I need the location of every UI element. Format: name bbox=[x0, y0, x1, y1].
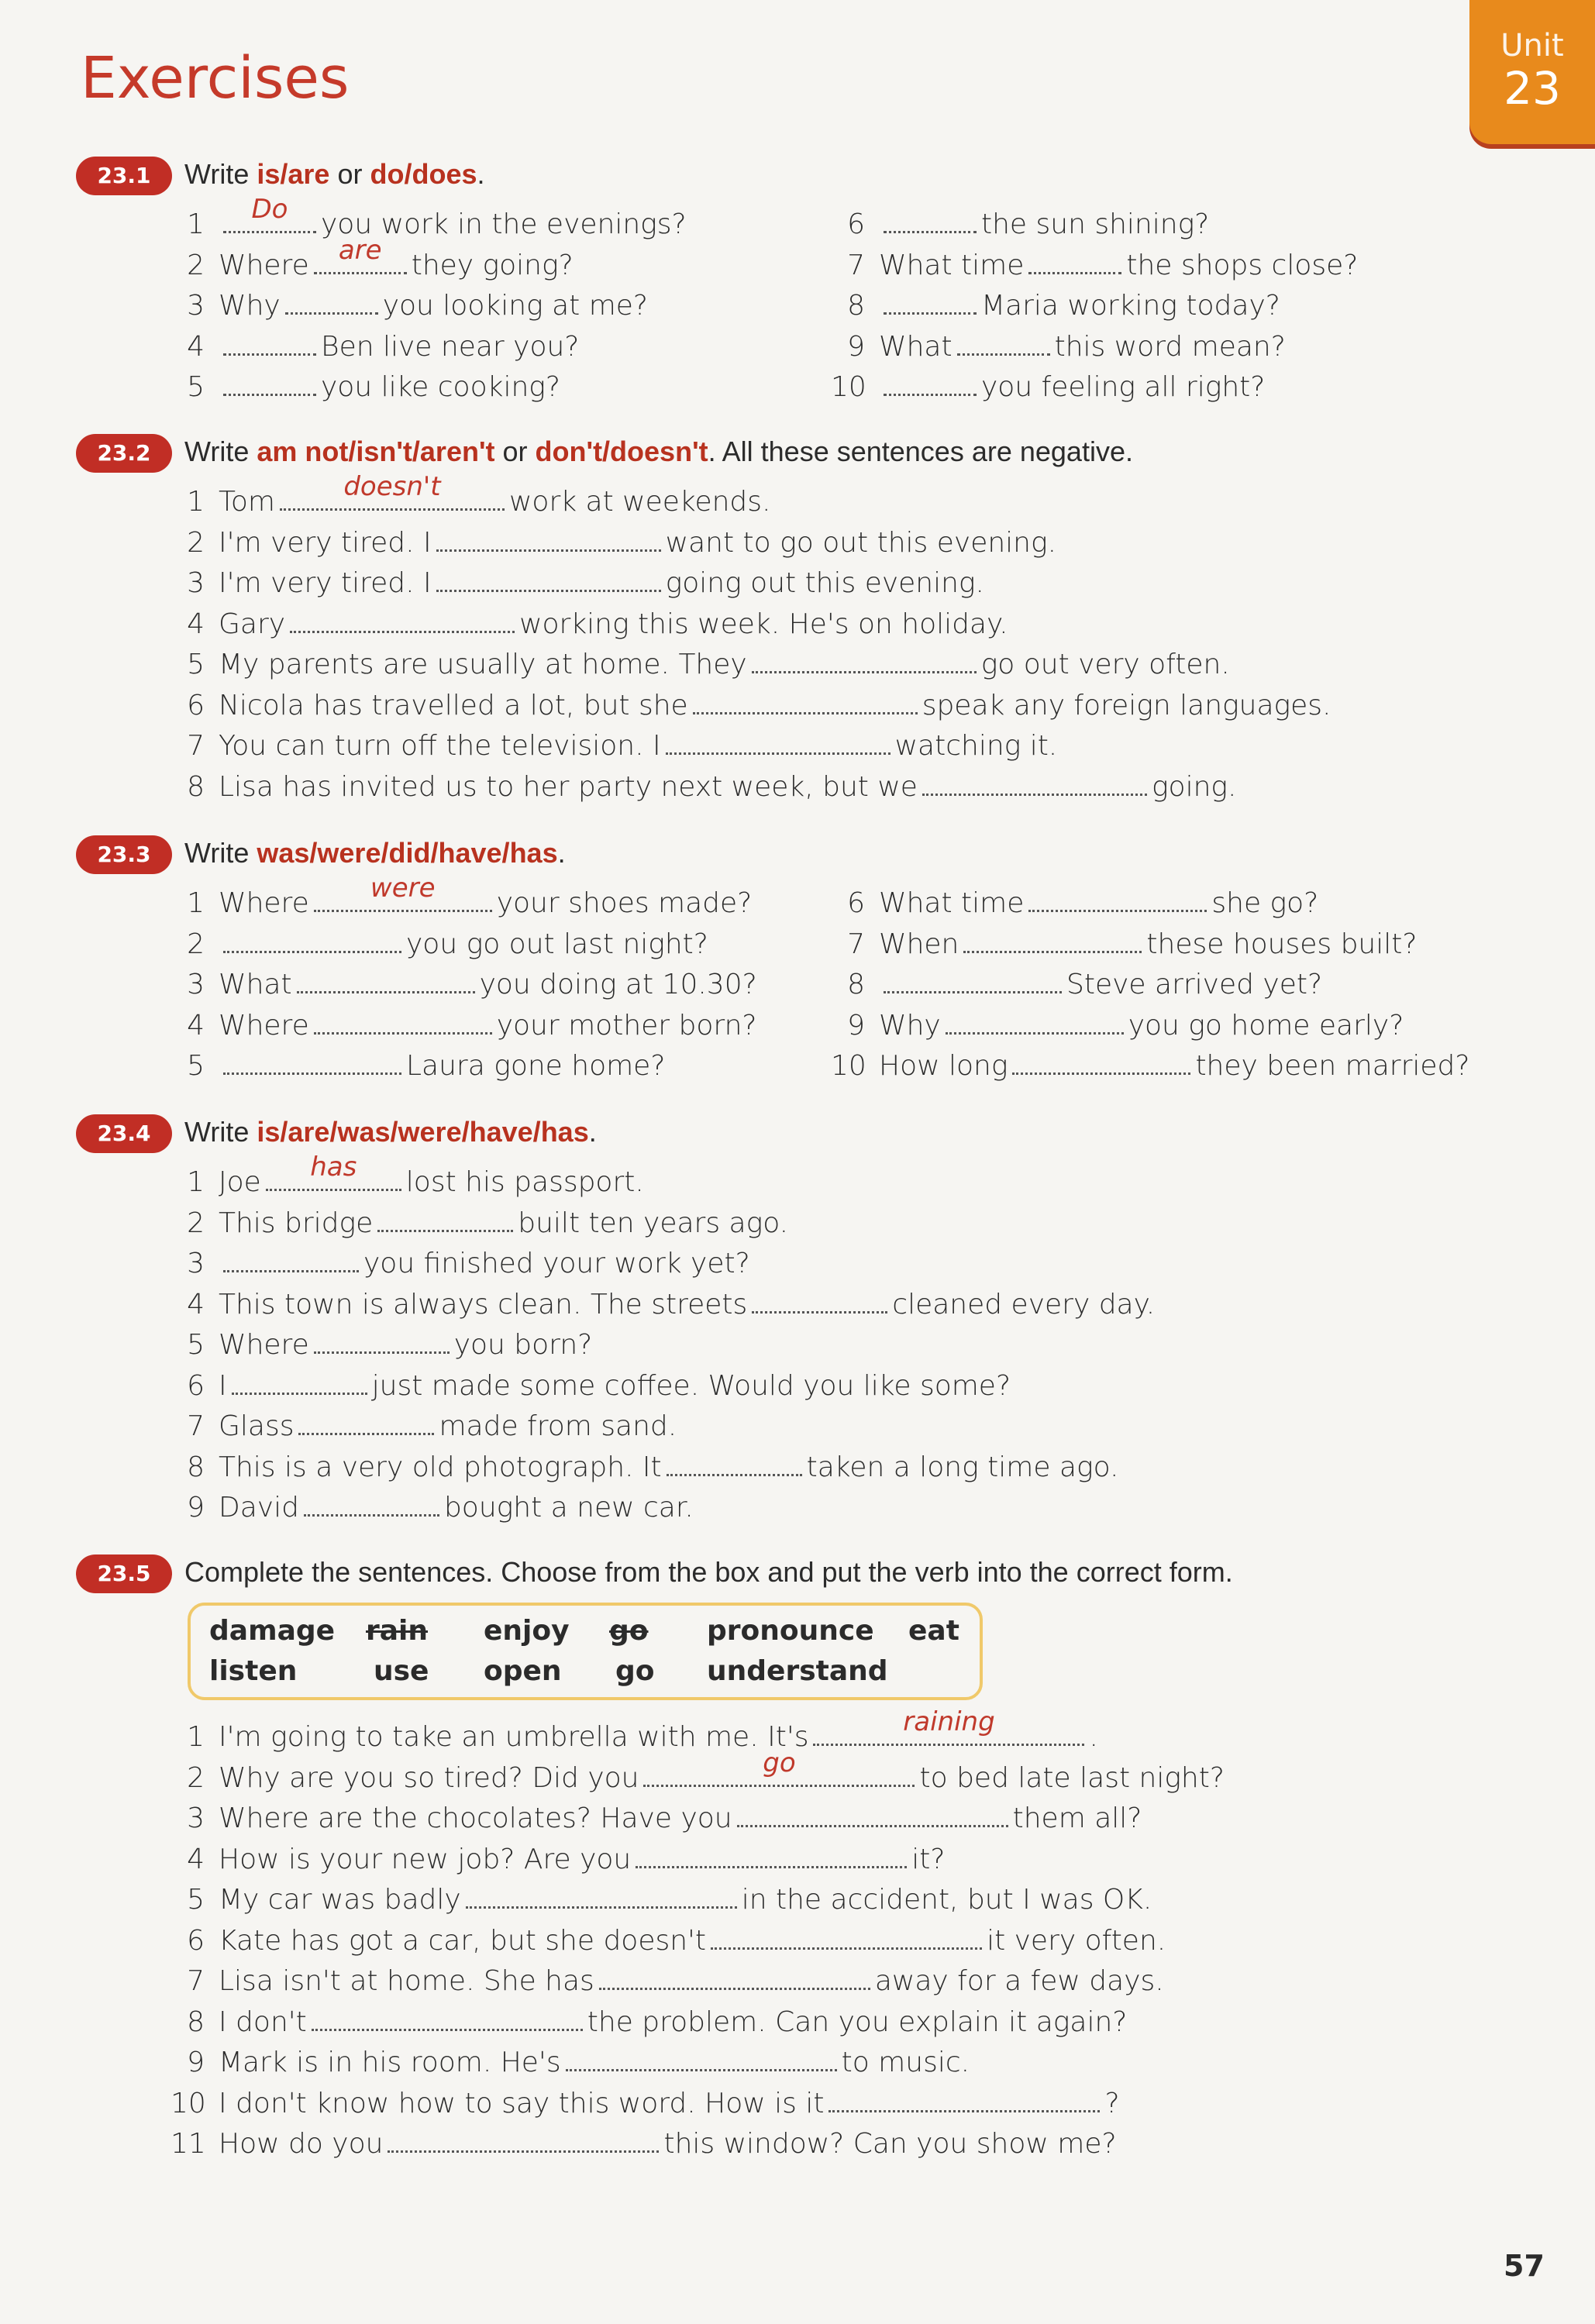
example-answer: are bbox=[338, 234, 382, 266]
box-word: use bbox=[374, 1655, 429, 1687]
item-number: 8 bbox=[187, 2006, 205, 2038]
example-answer: raining bbox=[903, 1706, 995, 1737]
item-text-after: Ben live near you? bbox=[321, 330, 580, 363]
item-text-after: you go home early? bbox=[1128, 1009, 1404, 1041]
item-text-before: I bbox=[219, 1369, 227, 1402]
item-number: 10 bbox=[831, 1050, 866, 1082]
answer-blank[interactable] bbox=[223, 194, 316, 233]
item-text-before: I'm very tired. I bbox=[219, 567, 432, 599]
exercise-instruction: Complete the sentences. Choose from the box and put the verb into the correct form. bbox=[184, 1556, 1233, 1588]
item-number: 4 bbox=[187, 330, 205, 363]
item-number: 2 bbox=[187, 1207, 205, 1239]
exercise-item bbox=[831, 244, 1358, 286]
item-number: 9 bbox=[187, 2047, 205, 2078]
item-number: 4 bbox=[187, 1843, 205, 1875]
exercise-item bbox=[171, 366, 560, 408]
item-number: 11 bbox=[171, 2128, 206, 2160]
answer-blank[interactable] bbox=[957, 325, 1050, 356]
item-number: 2 bbox=[187, 928, 205, 960]
exercise-instruction: Write was/were/did/have/has. bbox=[184, 837, 566, 869]
item-text-after: work at weekends. bbox=[508, 486, 771, 518]
answer-blank[interactable] bbox=[1012, 1045, 1190, 1075]
exercise-item bbox=[171, 194, 687, 245]
exercise-item bbox=[171, 1045, 665, 1086]
item-text-before: What time bbox=[879, 249, 1025, 281]
answer-blank[interactable] bbox=[693, 684, 918, 714]
exercise-instruction: Write is/are or do/does. bbox=[184, 158, 485, 190]
item-number: 6 bbox=[187, 1369, 205, 1402]
answer-blank[interactable] bbox=[314, 1324, 450, 1354]
item-text-before: This town is always clean. The streets bbox=[219, 1288, 748, 1320]
answer-blank[interactable] bbox=[666, 725, 891, 755]
item-number: 4 bbox=[187, 608, 205, 640]
item-text-after: they been married? bbox=[1195, 1050, 1470, 1082]
item-number: 9 bbox=[847, 1009, 865, 1041]
answer-blank[interactable] bbox=[963, 923, 1142, 953]
exercise-item bbox=[171, 1878, 1152, 1920]
word-box-wrap bbox=[0, 1603, 1595, 1703]
item-number: 7 bbox=[187, 730, 205, 762]
answer-blank[interactable] bbox=[388, 2123, 659, 2153]
answer-blank[interactable] bbox=[752, 1283, 887, 1313]
item-text-after: built ten years ago. bbox=[518, 1207, 789, 1239]
item-text-before: Lisa has invited us to her party next week, but we bbox=[219, 770, 918, 803]
item-text-after: these houses built? bbox=[1146, 928, 1418, 960]
item-text-before: How long bbox=[879, 1050, 1008, 1082]
item-text-after: going out this evening. bbox=[665, 567, 984, 599]
exercise-item bbox=[831, 882, 1318, 924]
item-number: 6 bbox=[847, 887, 865, 919]
item-number: 1 bbox=[187, 1166, 205, 1198]
item-number: 3 bbox=[187, 969, 205, 1000]
item-text-before: I don't know how to say this word. How is it bbox=[219, 2087, 825, 2119]
answer-blank[interactable] bbox=[946, 1004, 1124, 1035]
exercise-item bbox=[171, 1405, 677, 1447]
item-text-before: Kate has got a car, but she doesn't bbox=[219, 1924, 707, 1957]
item-text-after: she go? bbox=[1211, 887, 1319, 919]
item-number: 6 bbox=[187, 689, 205, 721]
item-text-after: cleaned every day. bbox=[892, 1288, 1156, 1320]
item-text-before: This bridge bbox=[219, 1207, 374, 1239]
exercise-item bbox=[171, 325, 579, 367]
item-number: 7 bbox=[847, 249, 865, 281]
item-text-after: watching it. bbox=[894, 730, 1058, 762]
item-text-before: Gary bbox=[219, 608, 286, 640]
item-number: 5 bbox=[187, 649, 205, 680]
item-number: 7 bbox=[847, 928, 865, 960]
answer-blank[interactable] bbox=[223, 366, 316, 396]
answer-blank[interactable] bbox=[636, 1838, 907, 1868]
answer-blank[interactable] bbox=[304, 1486, 439, 1517]
item-text-before: Why bbox=[879, 1009, 941, 1041]
exercise-item bbox=[171, 963, 757, 1005]
example-answer: go bbox=[763, 1747, 796, 1778]
item-text-before: I don't bbox=[219, 2006, 307, 2038]
example-answer: Do bbox=[251, 194, 288, 225]
item-text-after: you like cooking? bbox=[321, 371, 560, 403]
item-text-after: them all? bbox=[1012, 1802, 1142, 1834]
example-answer: doesn't bbox=[343, 471, 441, 502]
box-word: go bbox=[615, 1655, 655, 1687]
item-text-after: this word mean? bbox=[1054, 330, 1286, 363]
item-text-after: the sun shining? bbox=[981, 208, 1210, 240]
unit-number: 23 bbox=[1504, 62, 1561, 115]
exercise-item bbox=[831, 325, 1286, 367]
exercise-badge: 23.2 bbox=[76, 434, 172, 473]
item-number: 4 bbox=[187, 1009, 205, 1041]
exercise-item bbox=[171, 2041, 970, 2083]
item-text-after: just made some coffee. Would you like some? bbox=[371, 1369, 1011, 1402]
exercise-item bbox=[171, 1747, 1225, 1799]
answer-blank[interactable] bbox=[223, 1242, 359, 1272]
answer-blank[interactable] bbox=[312, 2001, 583, 2031]
item-text-before: Glass bbox=[219, 1410, 295, 1442]
item-text-before: Where bbox=[219, 1329, 309, 1361]
item-text-after: you looking at me? bbox=[382, 290, 649, 322]
item-text-after: it very often. bbox=[987, 1924, 1166, 1957]
item-number: 3 bbox=[187, 1248, 205, 1279]
exercise-item bbox=[171, 1838, 945, 1880]
exercise-item bbox=[171, 923, 708, 965]
answer-blank[interactable] bbox=[223, 923, 401, 953]
exercise-item bbox=[171, 1324, 592, 1365]
item-text-after: taken a long time ago. bbox=[806, 1451, 1119, 1483]
box-word: pronounce bbox=[707, 1615, 874, 1647]
item-text-before: Mark is in his room. He's bbox=[219, 2047, 561, 2078]
answer-blank[interactable] bbox=[737, 1797, 1008, 1827]
answer-blank[interactable] bbox=[232, 1365, 367, 1395]
item-number: 3 bbox=[187, 567, 205, 599]
exercise-item bbox=[831, 963, 1322, 1005]
item-text-after: Maria working today? bbox=[981, 290, 1280, 322]
item-text-before: What bbox=[219, 969, 292, 1000]
item-text-after: you work in the evenings? bbox=[321, 208, 687, 240]
exercise-item bbox=[171, 2123, 1117, 2164]
item-text-after: your shoes made? bbox=[496, 887, 753, 919]
exercise-badge: 23.5 bbox=[76, 1554, 172, 1593]
exercise-item bbox=[171, 603, 1008, 645]
item-number: 2 bbox=[187, 249, 205, 281]
item-text-before: You can turn off the television. I bbox=[219, 730, 661, 762]
item-text-after: in the accident, but I was OK. bbox=[741, 1884, 1152, 1916]
answer-blank[interactable] bbox=[884, 366, 977, 396]
exercise-item bbox=[171, 2001, 1127, 2043]
exercise-item bbox=[171, 284, 648, 326]
item-text-after: to bed late last night? bbox=[919, 1761, 1225, 1794]
exercise-item bbox=[831, 203, 1209, 245]
exercise-item bbox=[171, 1797, 1142, 1839]
item-number: 10 bbox=[171, 2087, 206, 2119]
answer-blank[interactable] bbox=[884, 284, 977, 315]
exercise-badge: 23.3 bbox=[76, 835, 172, 874]
item-text-before: Where bbox=[219, 1009, 309, 1041]
exercise-item bbox=[171, 1283, 1155, 1325]
item-text-after: made from sand. bbox=[439, 1410, 677, 1442]
answer-blank[interactable] bbox=[266, 1152, 401, 1191]
exercise-instruction: Write is/are/was/were/have/has. bbox=[184, 1116, 597, 1148]
exercise-item bbox=[171, 1202, 788, 1244]
exercise-badge: 23.4 bbox=[76, 1114, 172, 1153]
item-text-after: bought a new car. bbox=[443, 1492, 694, 1524]
answer-blank[interactable] bbox=[466, 1878, 737, 1909]
box-word: eat bbox=[908, 1615, 959, 1647]
item-text-after: your mother born? bbox=[496, 1009, 757, 1041]
item-text-before: I'm going to take an umbrella with me. It's bbox=[219, 1721, 809, 1753]
answer-blank[interactable] bbox=[436, 562, 661, 592]
item-text-after: Laura gone home? bbox=[406, 1050, 666, 1082]
item-number: 8 bbox=[187, 1451, 205, 1483]
exercise-item bbox=[831, 366, 1265, 408]
item-text-before: Why are you so tired? Did you bbox=[219, 1761, 639, 1794]
example-answer: were bbox=[370, 873, 436, 904]
item-text-after: . bbox=[1089, 1721, 1098, 1753]
exercise-item bbox=[171, 1365, 1011, 1406]
item-number: 10 bbox=[831, 371, 866, 403]
example-answer: has bbox=[310, 1152, 357, 1183]
item-number: 2 bbox=[187, 1761, 205, 1794]
item-number: 3 bbox=[187, 1802, 205, 1834]
item-number: 5 bbox=[187, 1884, 205, 1916]
item-number: 9 bbox=[187, 1492, 205, 1524]
answer-blank[interactable] bbox=[290, 603, 515, 633]
item-text-before: Why bbox=[219, 290, 281, 322]
answer-blank[interactable] bbox=[884, 963, 1062, 993]
answer-blank[interactable] bbox=[223, 1045, 401, 1075]
item-text-before: I'm very tired. I bbox=[219, 526, 432, 559]
item-number: 1 bbox=[187, 486, 205, 518]
answer-blank[interactable] bbox=[1028, 244, 1121, 274]
box-word: understand bbox=[707, 1655, 888, 1687]
item-number: 7 bbox=[187, 1965, 205, 1997]
exercise-item bbox=[171, 1242, 750, 1284]
item-text-before: What time bbox=[879, 887, 1025, 919]
page-number: 57 bbox=[1504, 2249, 1545, 2283]
item-number: 1 bbox=[187, 887, 205, 919]
exercise-item bbox=[171, 1960, 1164, 2002]
exercise-item bbox=[171, 1919, 1166, 1961]
item-text-after: want to go out this evening. bbox=[665, 526, 1057, 559]
item-number: 5 bbox=[187, 1329, 205, 1361]
answer-blank[interactable] bbox=[314, 873, 492, 912]
item-number: 1 bbox=[187, 1721, 205, 1753]
answer-blank[interactable] bbox=[813, 1706, 1084, 1746]
item-number: 9 bbox=[847, 330, 865, 363]
exercise-item bbox=[171, 562, 984, 604]
exercise-item bbox=[831, 1045, 1470, 1086]
item-number: 8 bbox=[847, 290, 865, 322]
answer-blank[interactable] bbox=[223, 325, 316, 356]
item-text-before: Lisa isn't at home. She has bbox=[219, 1965, 594, 1997]
item-text-after: the shops close? bbox=[1126, 249, 1359, 281]
exercise-item bbox=[171, 725, 1057, 766]
exercise-item bbox=[171, 471, 771, 522]
unit-label: Unit bbox=[1500, 28, 1564, 64]
exercise-item bbox=[171, 873, 753, 924]
box-word: enjoy bbox=[484, 1615, 570, 1647]
exercise-item bbox=[171, 766, 1236, 807]
exercise-item bbox=[171, 1152, 644, 1203]
box-word: listen bbox=[209, 1655, 298, 1687]
item-text-after: they going? bbox=[411, 249, 574, 281]
answer-blank[interactable] bbox=[280, 471, 505, 511]
exercise-instruction: Write am not/isn't/aren't or don't/doesn't. All these sentences are negative. bbox=[184, 436, 1133, 467]
item-text-before: Joe bbox=[219, 1166, 261, 1198]
box-word: damage bbox=[209, 1615, 336, 1647]
item-number: 3 bbox=[187, 290, 205, 322]
item-text-before: My car was badly bbox=[219, 1884, 461, 1916]
unit-tab bbox=[1469, 0, 1595, 144]
exercise-item bbox=[171, 1446, 1118, 1488]
item-number: 5 bbox=[187, 371, 205, 403]
item-number: 1 bbox=[187, 208, 205, 240]
item-text-after: ? bbox=[1104, 2087, 1120, 2119]
answer-blank[interactable] bbox=[314, 234, 407, 274]
answer-blank[interactable] bbox=[599, 1960, 870, 1990]
exercise-item bbox=[171, 1706, 1098, 1758]
item-text-before: What bbox=[879, 330, 953, 363]
item-text-after: working this week. He's on holiday. bbox=[519, 608, 1008, 640]
answer-blank[interactable] bbox=[711, 1919, 982, 1950]
box-word: open bbox=[484, 1655, 562, 1687]
item-text-before: My parents are usually at home. They bbox=[219, 649, 747, 680]
item-text-before: How do you bbox=[219, 2128, 384, 2160]
answer-blank[interactable] bbox=[1028, 882, 1207, 912]
item-text-after: you feeling all right? bbox=[981, 371, 1266, 403]
item-text-after: go out very often. bbox=[980, 649, 1230, 680]
item-text-before: How is your new job? Are you bbox=[219, 1843, 632, 1875]
item-text-before: Nicola has travelled a lot, but she bbox=[219, 689, 688, 721]
answer-blank[interactable] bbox=[298, 1405, 434, 1435]
item-text-after: going. bbox=[1151, 770, 1237, 803]
item-text-before: Tom bbox=[219, 486, 275, 518]
answer-blank[interactable] bbox=[297, 963, 475, 993]
item-number: 8 bbox=[847, 969, 865, 1000]
item-number: 6 bbox=[847, 208, 865, 240]
item-text-before: Where bbox=[219, 887, 309, 919]
answer-blank[interactable] bbox=[643, 1747, 915, 1787]
item-number: 6 bbox=[187, 1924, 205, 1957]
item-text-after: you doing at 10.30? bbox=[479, 969, 757, 1000]
answer-blank[interactable] bbox=[752, 643, 977, 673]
exercise-item bbox=[171, 643, 1230, 685]
page-title: Exercises bbox=[81, 45, 350, 112]
answer-blank[interactable] bbox=[314, 1004, 492, 1035]
item-text-after: it? bbox=[911, 1843, 946, 1875]
box-word-used: rain bbox=[366, 1615, 429, 1647]
exercise-item bbox=[831, 923, 1417, 965]
answer-blank[interactable] bbox=[922, 766, 1147, 796]
answer-blank[interactable] bbox=[884, 203, 977, 233]
item-text-before: Where bbox=[219, 249, 309, 281]
answer-blank[interactable] bbox=[829, 2082, 1100, 2112]
answer-blank[interactable] bbox=[566, 2041, 837, 2071]
answer-blank[interactable] bbox=[667, 1446, 802, 1476]
item-text-after: speak any foreign languages. bbox=[922, 689, 1331, 721]
item-text-after: this window? Can you show me? bbox=[663, 2128, 1117, 2160]
exercise-badge: 23.1 bbox=[76, 157, 172, 195]
box-word-used: go bbox=[609, 1615, 649, 1647]
exercise-item bbox=[831, 1004, 1404, 1046]
exercise-item bbox=[171, 234, 574, 286]
item-text-after: Steve arrived yet? bbox=[1066, 969, 1323, 1000]
item-text-after: you go out last night? bbox=[406, 928, 708, 960]
exercise-item bbox=[831, 284, 1280, 326]
item-number: 7 bbox=[187, 1410, 205, 1442]
exercise-item bbox=[171, 2082, 1120, 2124]
answer-blank[interactable] bbox=[377, 1202, 513, 1232]
exercise-item bbox=[171, 1486, 694, 1528]
item-number: 2 bbox=[187, 526, 205, 559]
item-text-after: you born? bbox=[453, 1329, 593, 1361]
exercise-item bbox=[171, 1004, 757, 1046]
item-text-after: the problem. Can you explain it again? bbox=[587, 2006, 1128, 2038]
item-number: 4 bbox=[187, 1288, 205, 1320]
item-text-before: David bbox=[219, 1492, 299, 1524]
item-text-after: you finished your work yet? bbox=[363, 1248, 750, 1279]
answer-blank[interactable] bbox=[436, 522, 661, 552]
item-text-after: away for a few days. bbox=[874, 1965, 1164, 1997]
item-number: 5 bbox=[187, 1050, 205, 1082]
item-number: 8 bbox=[187, 770, 205, 803]
answer-blank[interactable] bbox=[285, 284, 378, 315]
item-text-after: lost his passport. bbox=[405, 1166, 644, 1198]
exercise-item bbox=[171, 522, 1056, 563]
item-text-after: to music. bbox=[841, 2047, 970, 2078]
exercise-item bbox=[171, 684, 1331, 726]
item-text-before: Where are the chocolates? Have you bbox=[219, 1802, 732, 1834]
item-text-before: When bbox=[879, 928, 959, 960]
item-text-before: This is a very old photograph. It bbox=[219, 1451, 662, 1483]
